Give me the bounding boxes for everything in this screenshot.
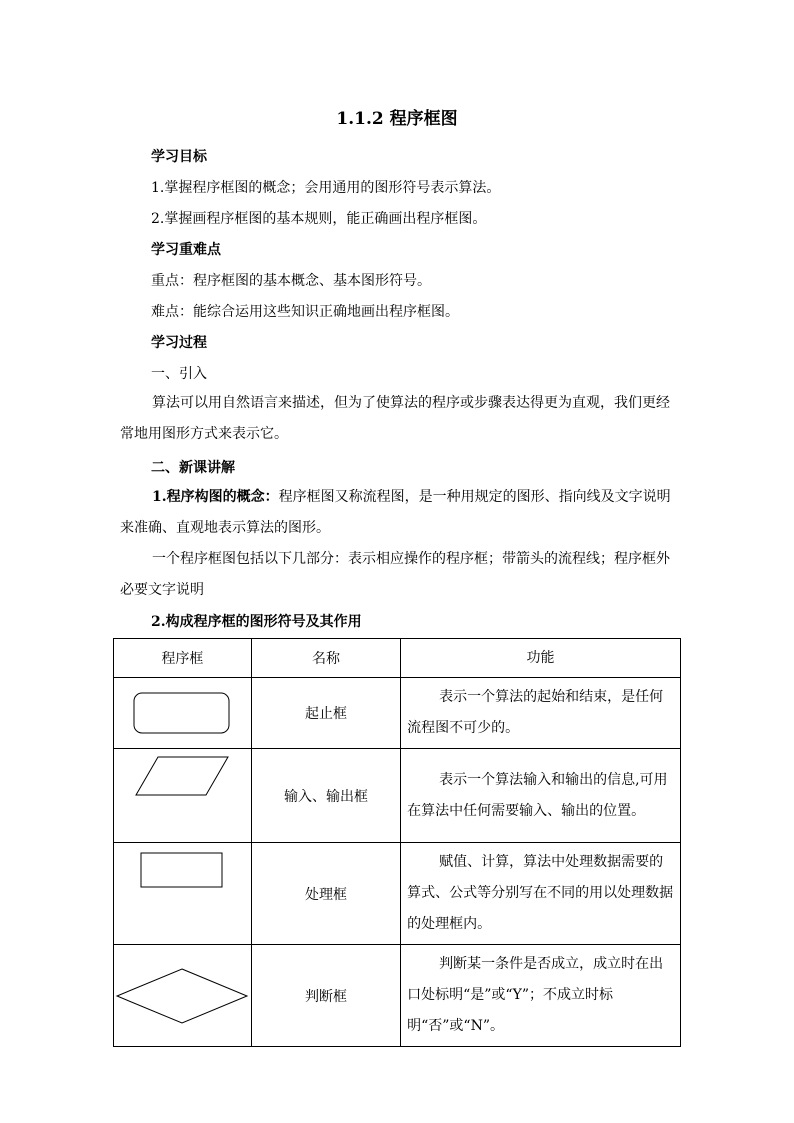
function-cell: 判断某一条件是否成立，成立时在出口处标明“是”或“Y”；不成立时标明“否”或“N”。 [401,945,681,1047]
name-cell: 处理框 [251,843,400,945]
lecture-heading: 二、新课讲解 [151,460,235,476]
process-heading: 学习过程 [151,335,207,351]
concept-paragraph [120,482,680,544]
table-row [114,945,681,1047]
goal-item-2: 2.掌握画程序框图的基本规则，能正确画出程序框图。 [151,211,487,227]
name-cell: 判断框 [251,945,400,1047]
concept-label: 1.程序构图的概念： [152,489,279,505]
function-cell: 赋值、计算，算法中处理数据需要的算式、公式等分别写在不同的用以处理数据的处理框内。 [401,843,681,945]
shape-cell [114,945,252,1047]
table-row [114,843,681,945]
process-rectangle-shape [139,851,225,889]
concept-text: 程序框图又称流程图，是一种用规定的图形、指向线及文字说明来准确、直观地表示算法的图形。 [120,489,671,536]
shape-cell [114,678,252,749]
intro-heading: 一、引入 [151,366,207,382]
difficulty-heading: 学习重难点 [151,242,221,258]
difficulty-key: 重点：程序框图的基本概念、基本图形符号。 [151,273,431,289]
io-parallelogram-shape [132,755,232,797]
header-shape: 程序框 [114,639,252,678]
goal-item-1: 1.掌握程序框图的概念；会用通用的图形符号表示算法。 [151,180,501,196]
symbols-heading: 2.构成程序框的图形符号及其作用 [151,614,362,630]
function-cell: 表示一个算法的起始和结束，是任何流程图不可少的。 [401,678,681,749]
table-row [114,749,681,843]
page-title: 1.1.2 程序框图 [336,109,458,129]
decision-diamond-shape [115,967,249,1025]
header-function: 功能 [401,639,681,678]
difficulty-hard: 难点：能综合运用这些知识正确地画出程序框图。 [151,304,459,320]
name-cell: 输入、输出框 [251,749,400,843]
goals-heading: 学习目标 [151,149,207,165]
parts-text: 一个程序框图包括以下几部分：表示相应操作的程序框；带箭头的流程线；程序框外必要文字说明 [120,551,670,598]
shape-cell [114,749,252,843]
table-header-row [114,639,681,678]
function-cell: 表示一个算法输入和输出的信息,可用在算法中任何需要输入、输出的位置。 [401,749,681,843]
intro-text: 算法可以用自然语言来描述，但为了使算法的程序或步骤表达得更为直观，我们更经常地用图形方式来表示它。 [120,395,670,442]
table-row [114,678,681,749]
name-cell: 起止框 [251,678,400,749]
header-name: 名称 [251,639,400,678]
symbols-table [113,638,681,1047]
terminal-rounded-rectangle-shape [132,690,232,736]
shape-cell [114,843,252,945]
